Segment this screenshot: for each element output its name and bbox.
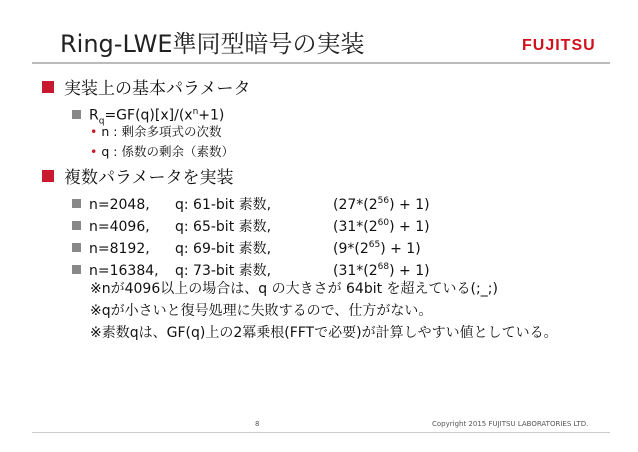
list-item-text: n : 剰余多項式の次数 [101, 124, 222, 139]
param-row [72, 213, 430, 237]
section-heading: 複数パラメータを実装 [64, 168, 234, 188]
section-heading: 実装上の基本パラメータ [64, 79, 251, 99]
footer-divider [32, 432, 610, 433]
red-square-bullet-icon [42, 81, 54, 93]
gray-square-bullet-icon [72, 243, 81, 252]
param-formula: $(31*(2^{68}) + 1)$ [333, 262, 430, 279]
param-row [72, 257, 430, 281]
copyright: Copyright 2015 FUJITSU LABORATORIES LTD. [432, 420, 589, 428]
gray-square-bullet-icon [72, 265, 81, 274]
param-row [72, 235, 421, 259]
list-item [90, 123, 221, 141]
param-n: n=8192, [89, 240, 150, 257]
section-basic-params [42, 78, 251, 100]
param-n: n=16384, [89, 262, 159, 279]
gray-square-bullet-icon [72, 199, 81, 208]
param-formula: $(27*(2^{56}) + 1)$ [333, 196, 430, 213]
param-q: q: 61-bit 素数, [175, 196, 272, 213]
gray-square-bullet-icon [72, 221, 81, 230]
page-number: 8 [255, 420, 260, 428]
gray-square-bullet-icon [72, 110, 81, 119]
note: ※nが4096以上の場合は、q の大きさが 64bit を超えている(;_;) [90, 281, 498, 297]
param-n: n=2048, [89, 196, 150, 213]
dot-bullet-icon: • [90, 144, 98, 159]
param-n: n=4096, [89, 218, 150, 235]
dot-bullet-icon: • [90, 124, 98, 139]
param-q: q: 69-bit 素数, [175, 240, 272, 257]
note: ※素数qは、GF(q)上の2冪乗根(FFTで必要)が計算しやすい値としている。 [90, 325, 558, 341]
ring-expression-tail: +1) [198, 107, 225, 124]
param-formula: $(9*(2^{65}) + 1)$ [333, 240, 421, 257]
ring-subscript: q [98, 116, 105, 127]
ring-symbol: R [89, 107, 99, 124]
param-q: q: 65-bit 素数, [175, 218, 272, 235]
param-row [72, 191, 430, 215]
list-item [90, 143, 234, 161]
param-formula: $(31*(2^{60}) + 1)$ [333, 218, 430, 235]
slide-title: Ring-LWE準同型暗号の実装 [60, 30, 365, 58]
section-multi-params [42, 167, 234, 189]
fujitsu-logo: FUJITSU [522, 37, 596, 54]
ring-exponent: n [192, 107, 199, 117]
red-square-bullet-icon [42, 170, 54, 182]
note: ※qが小さいと復号処理に失敗するので、仕方がない。 [90, 303, 433, 319]
list-item-text: q : 係数の剰余（素数） [101, 144, 234, 159]
ring-expression: =GF(q)[x]/(x [104, 107, 193, 124]
title-divider [32, 62, 610, 64]
param-q: q: 73-bit 素数, [175, 262, 272, 279]
